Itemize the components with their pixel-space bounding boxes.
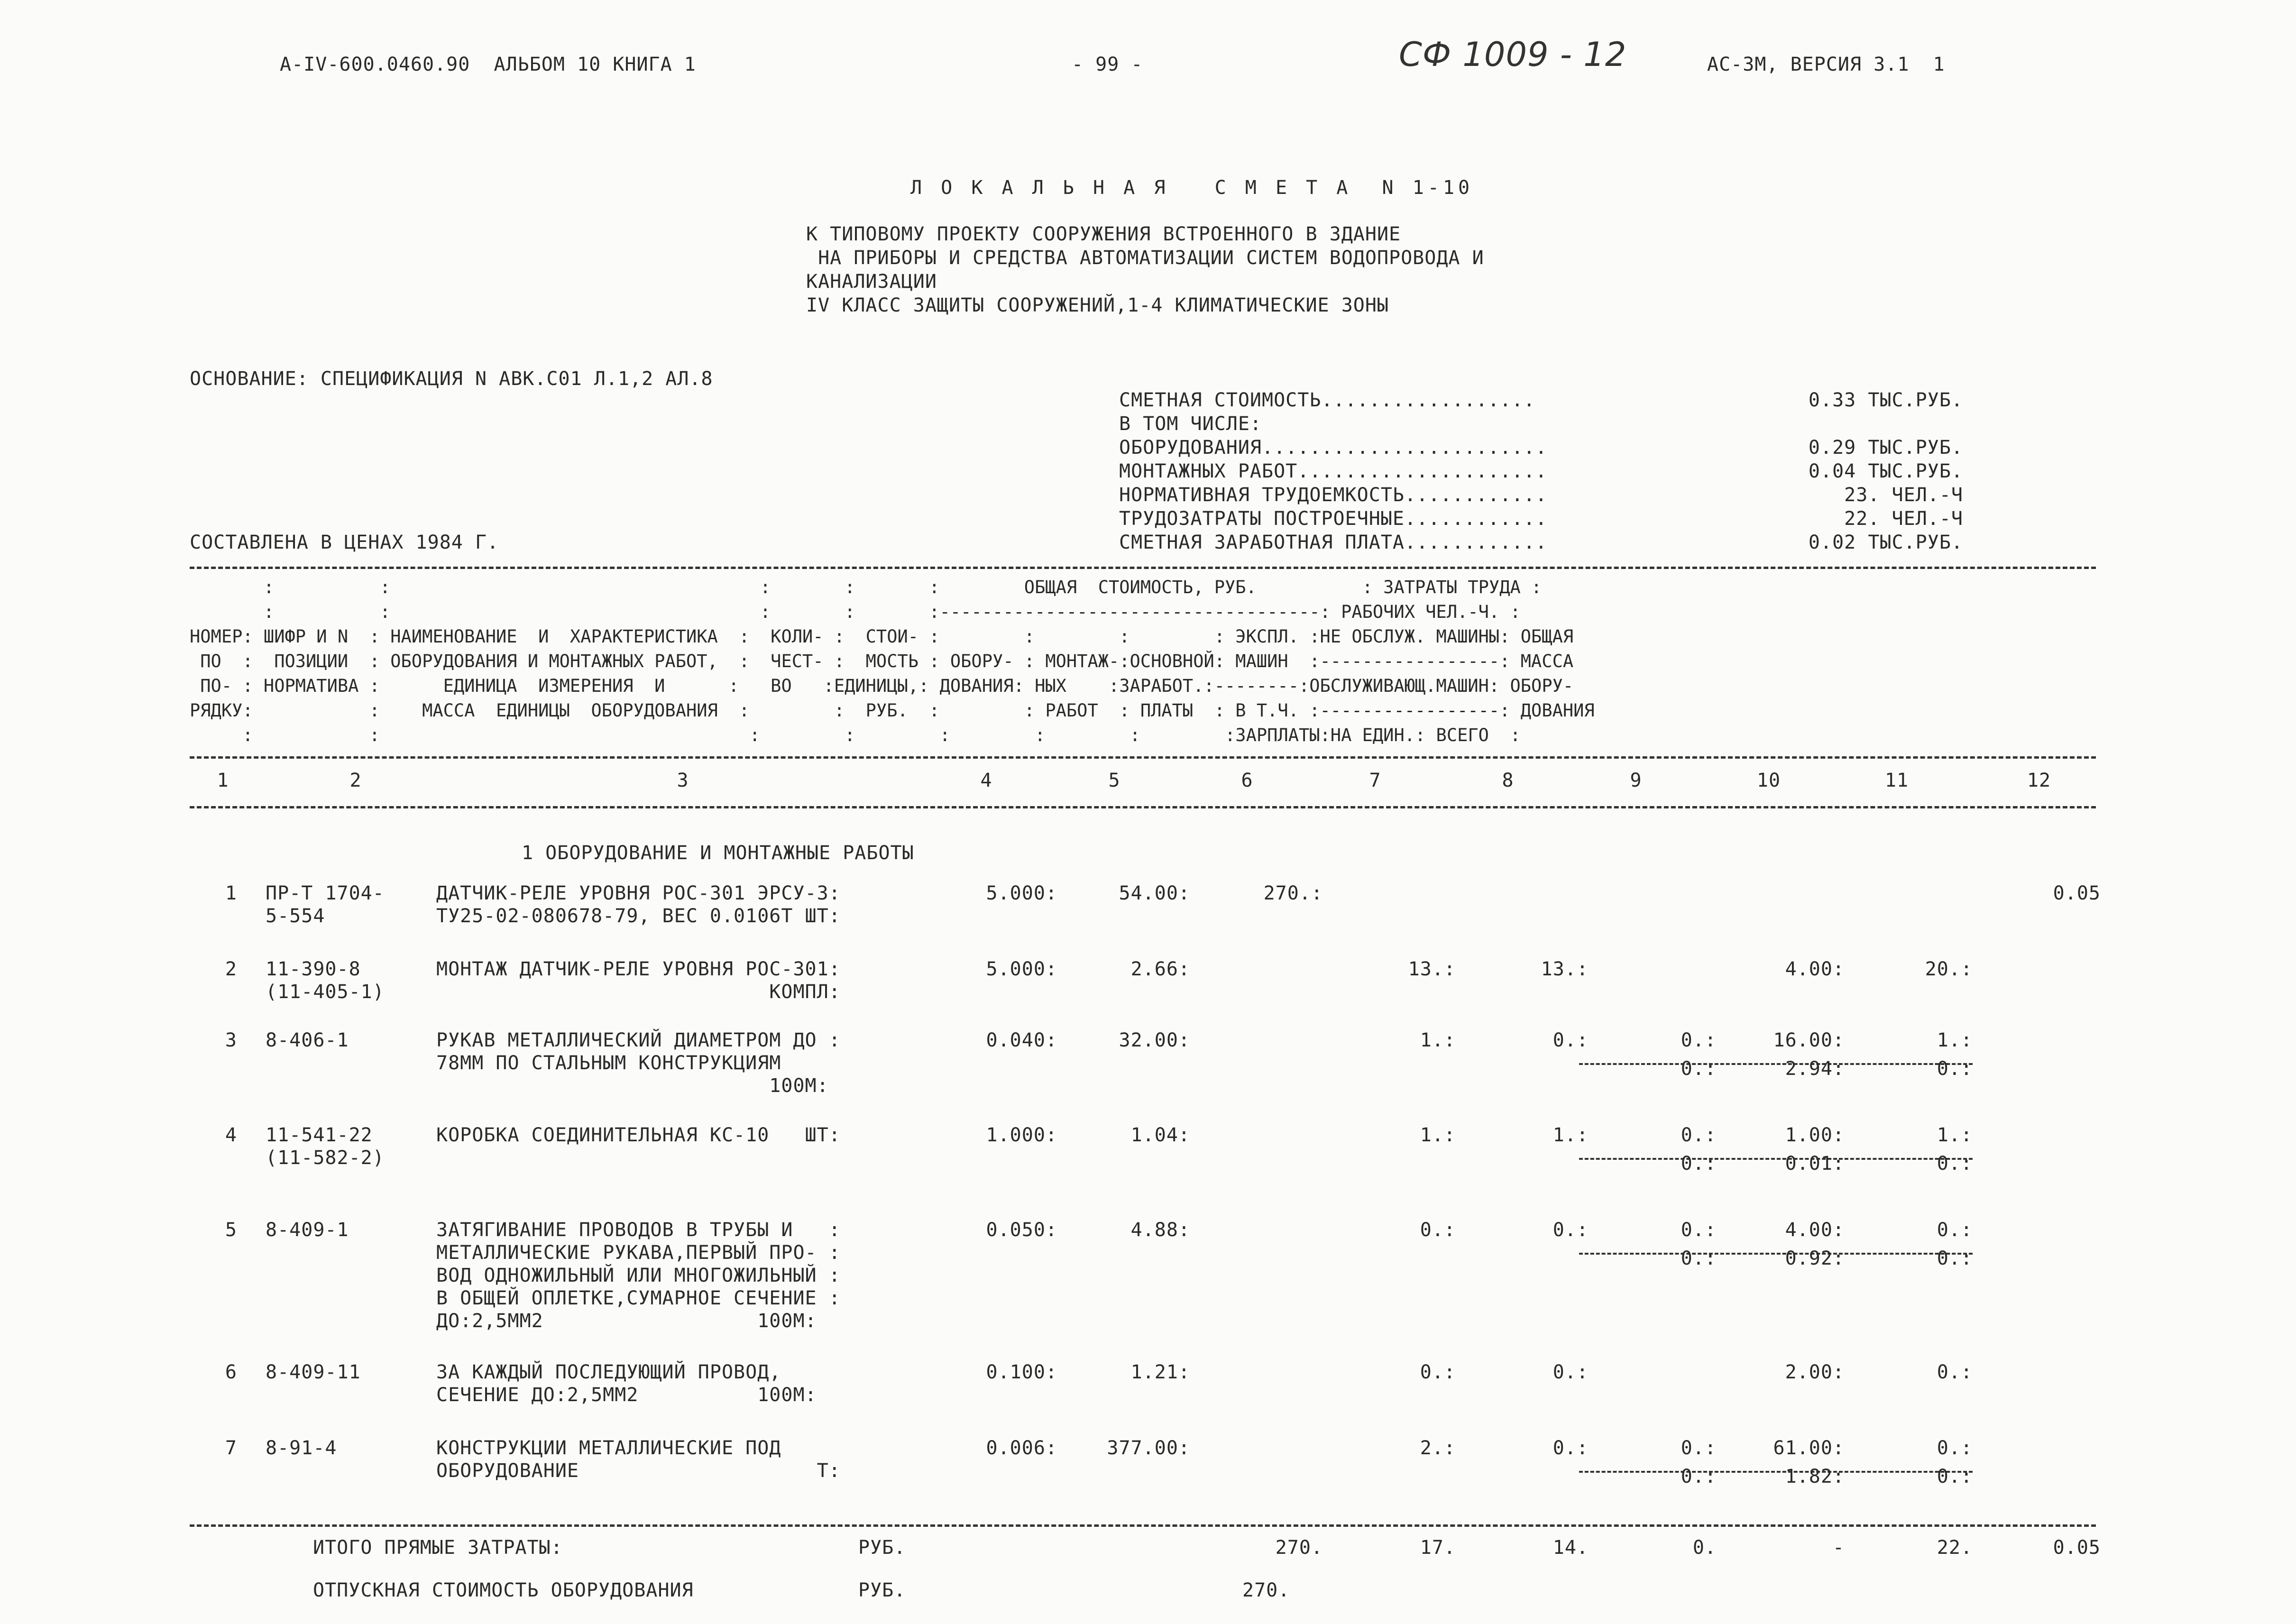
summary-label: ОБОРУДОВАНИЯ........................ — [1119, 437, 1547, 459]
row-quantity: 0.040: — [986, 1029, 1057, 1051]
row-code: (11-405-1) — [266, 981, 385, 1003]
summary-label: СМЕТНАЯ СТОИМОСТЬ.................. — [1119, 389, 1535, 411]
row-machine-operation: 0.: — [1681, 1029, 1717, 1051]
subtitle-line-4: IV КЛАСС ЗАЩИТЫ СООРУЖЕНИЙ,1-4 КЛИМАТИЧЕСКИЕ ЗОНЫ — [806, 294, 1389, 316]
row-name: КОРОБКА СОЕДИНИТЕЛЬНАЯ КС-10 ШТ: — [436, 1124, 841, 1146]
row-machine-labor-total: 0.: — [1937, 1248, 1973, 1269]
row-base-wage: 0.: — [1552, 1437, 1589, 1459]
table-header-line: : : : : : : : :ЗАРПЛАТЫ:НА ЕДИН.: ВСЕГО : — [190, 725, 1521, 745]
row-name: 100М: — [436, 1075, 829, 1097]
release-cost-label: ОТПУСКНАЯ СТОИМОСТЬ ОБОРУДОВАНИЯ — [313, 1579, 694, 1601]
row-unit-price: 4.88: — [1130, 1219, 1190, 1241]
row-code: 8-406-1 — [266, 1029, 349, 1051]
table-header-line: : : : : : ОБЩАЯ СТОИМОСТЬ, РУБ. : ЗАТРАТЫ ТРУДА : — [190, 577, 1542, 597]
row-labor-per-unit: 16.00: — [1773, 1029, 1845, 1051]
rule-colnums-bottom — [190, 806, 2096, 808]
header-right: АС-3М, ВЕРСИЯ 3.1 1 — [1707, 54, 1945, 75]
row-name: МОНТАЖ ДАТЧИК-РЕЛЕ УРОВНЯ РОС-301: — [436, 958, 841, 980]
row-machine-operation: 0.: — [1681, 1124, 1717, 1146]
prices-year: СОСТАВЛЕНА В ЦЕНАХ 1984 Г. — [190, 532, 499, 553]
rule-top — [190, 567, 2096, 569]
section-title: 1 ОБОРУДОВАНИЕ И МОНТАЖНЫЕ РАБОТЫ — [522, 842, 914, 864]
row-name: 78ММ ПО СТАЛЬНЫМ КОНСТРУКЦИЯМ — [436, 1052, 781, 1074]
direct-cost-value: 17. — [1420, 1537, 1456, 1559]
row-quantity: 5.000: — [986, 882, 1057, 904]
row-name: ТУ25-02-080678-79, ВЕС 0.0106Т ШТ: — [436, 905, 841, 927]
release-cost-unit: РУБ. — [858, 1579, 906, 1601]
column-number: 5 — [1108, 770, 1120, 791]
page-number: - 99 - — [1072, 54, 1143, 75]
row-name: КОНСТРУКЦИИ МЕТАЛЛИЧЕСКИЕ ПОД — [436, 1437, 781, 1459]
row-name: В ОБЩЕЙ ОПЛЕТКЕ,СУМАРНОЕ СЕЧЕНИЕ : — [436, 1287, 841, 1309]
column-number: 12 — [2027, 770, 2051, 791]
summary-label: ТРУДОЗАТРАТЫ ПОСТРОЕЧНЫЕ............ — [1119, 508, 1547, 530]
row-labor-total: 0.: — [1937, 1437, 1973, 1459]
row-name: МЕТАЛЛИЧЕСКИЕ РУКАВА,ПЕРВЫЙ ПРО- : — [436, 1242, 841, 1264]
handwritten-code: СФ 1009 - 12 — [1399, 35, 1627, 74]
row-labor-total: 0.: — [1937, 1361, 1973, 1383]
column-number: 7 — [1369, 770, 1381, 791]
column-number: 9 — [1630, 770, 1642, 791]
direct-cost-value: 14. — [1552, 1537, 1589, 1559]
column-number: 8 — [1502, 770, 1514, 791]
table-header-line: : : : : :------------------------------------: РАБОЧИХ ЧЕЛ.-Ч. : — [190, 602, 1521, 622]
summary-value: 0.29 ТЫС.РУБ. — [1808, 437, 1963, 459]
column-number: 1 — [217, 770, 229, 791]
row-code: ПР-Т 1704- — [266, 882, 385, 904]
row-name: ВОД ОДНОЖИЛЬНЫЙ ИЛИ МНОГОЖИЛЬНЫЙ : — [436, 1265, 841, 1286]
row-machine-wage: 0.: — [1681, 1153, 1717, 1174]
row-number: 4 — [225, 1124, 237, 1146]
subtitle-line-2: НА ПРИБОРЫ И СРЕДСТВА АВТОМАТИЗАЦИИ СИСТЕМ ВОДОПРОВОДА И — [806, 247, 1484, 269]
column-number: 3 — [677, 770, 689, 791]
row-installation-cost: 1.: — [1420, 1124, 1456, 1146]
row-name: ДО:2,5ММ2 100М: — [436, 1310, 817, 1332]
row-equipment-mass: 0.05 — [2053, 882, 2101, 904]
row-unit-price: 377.00: — [1107, 1437, 1190, 1459]
table-header-line: НОМЕР: ШИФР И N : НАИМЕНОВАНИЕ И ХАРАКТЕРИСТИКА : КОЛИ- : СТОИ- : : : : ЭКСПЛ. :НЕ ОБСЛУЖ. МАШИНЫ: ОБЩАЯ — [190, 626, 1574, 647]
row-machine-labor-total: 0.: — [1937, 1466, 1973, 1487]
row-labor-total: 0.: — [1937, 1219, 1973, 1241]
row-unit-price: 2.66: — [1130, 958, 1190, 980]
row-base-wage: 0.: — [1552, 1361, 1589, 1383]
row-name: ЗА КАЖДЫЙ ПОСЛЕДУЮЩИЙ ПРОВОД, — [436, 1361, 781, 1383]
row-machine-labor-total: 0.: — [1937, 1058, 1973, 1080]
row-unit-price: 1.04: — [1130, 1124, 1190, 1146]
row-installation-cost: 1.: — [1420, 1029, 1456, 1051]
subtitle-line-1: К ТИПОВОМУ ПРОЕКТУ СООРУЖЕНИЯ ВСТРОЕННОГО В ЗДАНИЕ — [806, 223, 1401, 245]
row-machine-wage: 0.: — [1681, 1466, 1717, 1487]
summary-value: 0.04 ТЫС.РУБ. — [1808, 460, 1963, 482]
column-number: 6 — [1241, 770, 1253, 791]
row-code: (11-582-2) — [266, 1147, 385, 1169]
row-code: 8-91-4 — [266, 1437, 337, 1459]
row-number: 3 — [225, 1029, 237, 1051]
summary-label: СМЕТНАЯ ЗАРАБОТНАЯ ПЛАТА............ — [1119, 532, 1547, 553]
row-number: 7 — [225, 1437, 237, 1459]
summary-value: 22. ЧЕЛ.-Ч — [1844, 508, 1963, 530]
row-installation-cost: 0.: — [1420, 1219, 1456, 1241]
direct-cost-value: 0. — [1692, 1537, 1717, 1559]
row-code: 8-409-11 — [266, 1361, 361, 1383]
row-machine-wage: 0.: — [1681, 1058, 1717, 1080]
summary-value: 0.02 ТЫС.РУБ. — [1808, 532, 1963, 553]
column-number: 4 — [980, 770, 992, 791]
row-code: 11-390-8 — [266, 958, 361, 980]
row-number: 2 — [225, 958, 237, 980]
row-machine-labor-unit: 2.94: — [1785, 1058, 1845, 1080]
row-labor-per-unit: 4.00: — [1785, 1219, 1845, 1241]
row-quantity: 0.050: — [986, 1219, 1057, 1241]
row-base-wage: 1.: — [1552, 1124, 1589, 1146]
summary-value: 23. ЧЕЛ.-Ч — [1844, 484, 1963, 506]
row-name: ОБОРУДОВАНИЕ Т: — [436, 1460, 841, 1482]
row-code: 8-409-1 — [266, 1219, 349, 1241]
row-machine-operation: 0.: — [1681, 1219, 1717, 1241]
summary-label: В ТОМ ЧИСЛЕ: — [1119, 413, 1262, 435]
row-name: СЕЧЕНИЕ ДО:2,5ММ2 100М: — [436, 1384, 817, 1406]
row-unit-price: 1.21: — [1130, 1361, 1190, 1383]
summary-value: 0.33 ТЫС.РУБ. — [1808, 389, 1963, 411]
summary-label: МОНТАЖНЫХ РАБОТ..................... — [1119, 460, 1547, 482]
row-number: 5 — [225, 1219, 237, 1241]
row-number: 6 — [225, 1361, 237, 1383]
header-left: А-IV-600.0460.90 АЛЬБОМ 10 КНИГА 1 — [280, 54, 696, 75]
row-base-wage: 0.: — [1552, 1029, 1589, 1051]
row-quantity: 5.000: — [986, 958, 1057, 980]
row-machine-labor-total: 0.: — [1937, 1153, 1973, 1174]
row-labor-per-unit: 61.00: — [1773, 1437, 1845, 1459]
basis-line: ОСНОВАНИЕ: СПЕЦИФИКАЦИЯ N АВК.С01 Л.1,2 АЛ.8 — [190, 368, 713, 390]
row-machine-operation: 0.: — [1681, 1437, 1717, 1459]
column-number: 2 — [349, 770, 362, 791]
direct-cost-value: - — [1832, 1537, 1845, 1559]
rule-header-bottom — [190, 756, 2096, 759]
row-name: ЗАТЯГИВАНИЕ ПРОВОДОВ В ТРУБЫ И : — [436, 1219, 841, 1241]
direct-cost-value: 270. — [1275, 1537, 1323, 1559]
direct-costs-label: ИТОГО ПРЯМЫЕ ЗАТРАТЫ: — [313, 1537, 563, 1559]
direct-costs-unit: РУБ. — [858, 1537, 906, 1559]
row-name: РУКАВ МЕТАЛЛИЧЕСКИЙ ДИАМЕТРОМ ДО : — [436, 1029, 841, 1051]
row-machine-labor-unit: 1.82: — [1785, 1466, 1845, 1487]
row-labor-total: 1.: — [1937, 1029, 1973, 1051]
column-number: 11 — [1884, 770, 1909, 791]
row-number: 1 — [225, 882, 237, 904]
summary-label: НОРМАТИВНАЯ ТРУДОЕМКОСТЬ............ — [1119, 484, 1547, 506]
row-code: 11-541-22 — [266, 1124, 373, 1146]
direct-cost-value: 22. — [1937, 1537, 1973, 1559]
row-unit-price: 32.00: — [1119, 1029, 1190, 1051]
release-cost-value: 270. — [1242, 1579, 1290, 1601]
row-quantity: 0.006: — [986, 1437, 1057, 1459]
rule-totals — [190, 1524, 2096, 1527]
row-base-wage: 0.: — [1552, 1219, 1589, 1241]
row-labor-total: 1.: — [1937, 1124, 1973, 1146]
row-code: 5-554 — [266, 905, 325, 927]
row-quantity: 0.100: — [986, 1361, 1057, 1383]
row-labor-per-unit: 4.00: — [1785, 958, 1845, 980]
subtitle-line-3: КАНАЛИЗАЦИИ — [806, 271, 937, 293]
row-base-wage: 13.: — [1541, 958, 1589, 980]
row-quantity: 1.000: — [986, 1124, 1057, 1146]
table-header-line: ПО- : НОРМАТИВА : ЕДИНИЦА ИЗМЕРЕНИЯ И : ВО :ЕДИНИЦЫ,: ДОВАНИЯ: НЫХ :ЗАРАБОТ.:--------:ОБСЛУЖИВАЮЩ.МАШИН: ОБОРУ- — [190, 676, 1574, 696]
direct-cost-value: 0.05 — [2053, 1537, 2101, 1559]
row-machine-labor-unit: 0.92: — [1785, 1248, 1845, 1269]
row-installation-cost: 13.: — [1408, 958, 1456, 980]
column-number: 10 — [1756, 770, 1781, 791]
table-header-line: РЯДКУ: : МАССА ЕДИНИЦЫ ОБОРУДОВАНИЯ : : РУБ. : : РАБОТ : ПЛАТЫ : В Т.Ч. :-----------------: ДОВАНИЯ — [190, 700, 1595, 721]
row-labor-per-unit: 1.00: — [1785, 1124, 1845, 1146]
row-machine-wage: 0.: — [1681, 1248, 1717, 1269]
row-labor-total: 20.: — [1925, 958, 1973, 980]
row-installation-cost: 0.: — [1420, 1361, 1456, 1383]
row-name: КОМПЛ: — [436, 981, 841, 1003]
row-machine-labor-unit: 0.01: — [1785, 1153, 1845, 1174]
document-title: Л О К А Л Ь Н А Я С М Е Т А N 1-10 — [910, 177, 1474, 199]
row-installation-cost: 2.: — [1420, 1437, 1456, 1459]
table-header-line: ПО : ПОЗИЦИИ : ОБОРУДОВАНИЯ И МОНТАЖНЫХ РАБОТ, : ЧЕСТ- : МОСТЬ : ОБОРУ- : МОНТАЖ-:ОСНОВНОЙ: МАШИН :-----------------: МАССА — [190, 651, 1574, 671]
row-unit-price: 54.00: — [1119, 882, 1190, 904]
row-equipment-cost: 270.: — [1263, 882, 1323, 904]
row-name: ДАТЧИК-РЕЛЕ УРОВНЯ РОС-301 ЭРСУ-3: — [436, 882, 841, 904]
row-labor-per-unit: 2.00: — [1785, 1361, 1845, 1383]
